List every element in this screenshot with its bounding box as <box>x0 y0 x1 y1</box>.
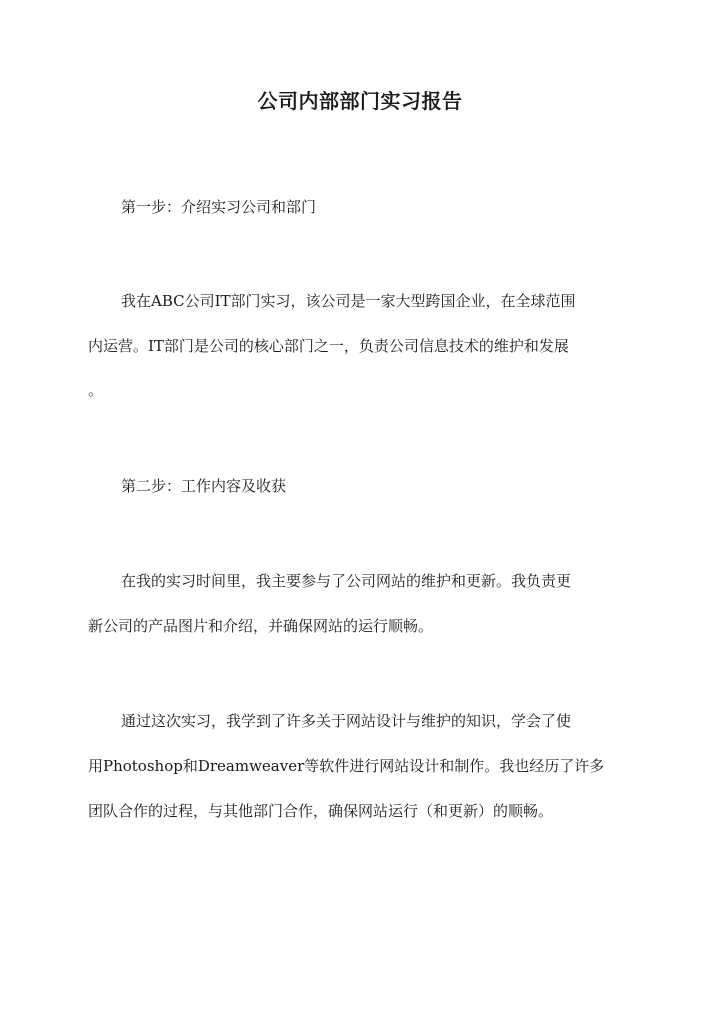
paragraph-line: 我在ABC公司IT部门实习，该公司是一家大型跨国企业，在全球范围 <box>121 292 576 310</box>
paragraph-line: 。 <box>88 381 104 399</box>
paragraph-line: 用Photoshop和Dreamweaver等软件进行网站设计和制作。我也经历了许多 <box>88 757 605 775</box>
paragraph-line: 新公司的产品图片和介绍，并确保网站的运行顺畅。 <box>88 617 434 635</box>
section-heading-step-1: 第一步：介绍实习公司和部门 <box>121 198 317 216</box>
section-heading-step-2: 第二步：工作内容及收获 <box>121 477 287 495</box>
document-title: 公司内部部门实习报告 <box>257 89 463 113</box>
paragraph-line: 在我的实习时间里，我主要参与了公司网站的维护和更新。我负责更 <box>121 572 572 590</box>
paragraph-line: 通过这次实习，我学到了许多关于网站设计与维护的知识，学会了使 <box>121 712 572 730</box>
paragraph-line: 内运营。IT部门是公司的核心部门之一，负责公司信息技术的维护和发展 <box>88 337 569 355</box>
paragraph-line: 团队合作的过程，与其他部门合作，确保网站运行（和更新）的顺畅。 <box>88 802 554 820</box>
